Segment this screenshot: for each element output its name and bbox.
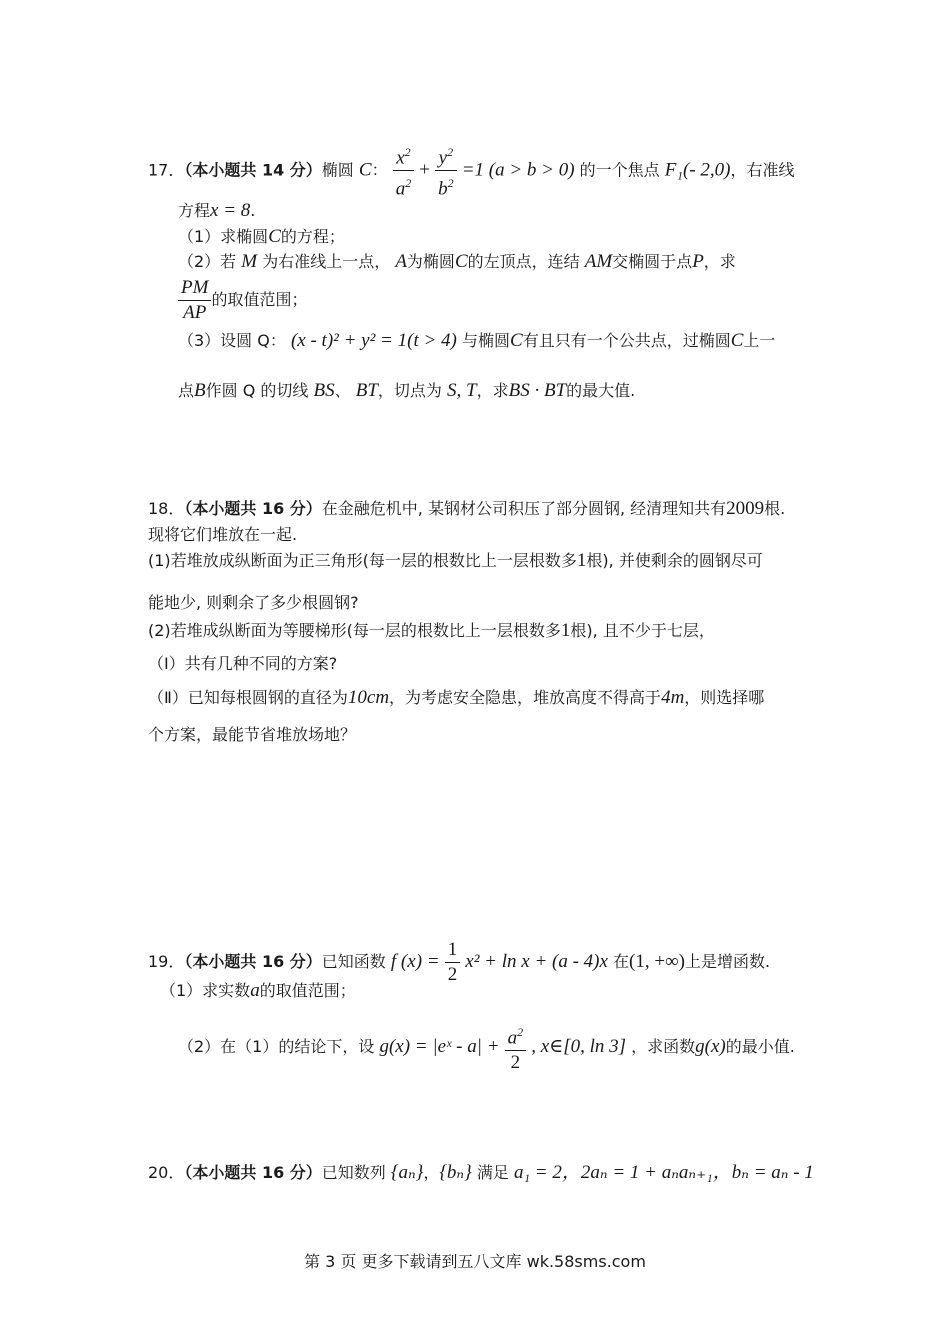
- problem-18-line-7: （Ⅱ）已知每根圆钢的直径为10cm，为考虑安全隐患，堆放高度不得高于4m，则选择哪: [148, 687, 765, 708]
- problem-18-line-8: 个方案，最能节省堆放场地？: [148, 725, 357, 744]
- problem-18-line-6: （Ⅰ）共有几种不同的方案?: [148, 654, 338, 673]
- problem-17-q3-cont: 点B作圆 Q 的切线 BS、 BT，切点为 S, T，求BS · BT的最大值.: [178, 380, 636, 401]
- problem-18-line-4: 能地少, 则剩余了多少根圆钢?: [148, 593, 359, 612]
- problem-17-line-2: 方程x = 8.: [178, 200, 256, 221]
- problem-17-line-1: 17．（本小题共 14 分）椭圆 C： $\frac{x^2}{a^2}$ + $\frac{y^2}{b^2}$ =1 (a > b > 0) 的一个焦点 F₁(- 2,0)，右准线: [148, 140, 795, 202]
- problem-19-q1: （1）求实数a的取值范围；: [160, 980, 356, 1001]
- problem-20-line-1: 20．（本小题共 16 分）已知数列 {aₙ}，{bₙ} 满足 a₁ = 2，2aₙ = 1 + aₙaₙ₊₁，bₙ = aₙ - 1: [148, 1162, 814, 1183]
- problem-19-q2: （2）在（1）的结论下，设 g(x) = |eˣ - a| + $\frac{a^2}{2}$ , x∈[0, ln 3] ，求函数g(x)的最小值.: [178, 1020, 795, 1075]
- page-footer: 第 3 页 更多下载请到五八文库 wk.58sms.com: [304, 1252, 646, 1271]
- problem-17-q2: （2）若 M 为右准线上一点， A为椭圆C的左顶点，连结 AM交椭圆于点P，求: [178, 251, 736, 272]
- problem-17-q3: （3）设圆 Q： (x - t)² + y² = 1(t > 4) 与椭圆C有且只有一个公共点，过椭圆C上一: [178, 330, 776, 351]
- problem-17-q1: （1）求椭圆C的方程；: [178, 226, 345, 247]
- problem-18-line-1: 18．（本小题共 16 分）在金融危机中, 某钢材公司积压了部分圆钢, 经清理知共有2009根.: [148, 498, 786, 519]
- problem-18-line-2: 现将它们堆放在一起.: [148, 525, 298, 544]
- problem-19-line-1: 19．（本小题共 16 分）已知函数 f (x) = $\frac{1}{2}$ x² + ln x + (a - 4)x 在(1, +∞)上是增函数.: [148, 939, 771, 985]
- problem-17-q2-fraction: $\frac{PM}{AP}$ 的取值范围；: [178, 276, 307, 325]
- problem-18-line-3: (1)若堆放成纵断面为正三角形(每一层的根数比上一层根数多1根), 并使剩余的圆钢尽可: [148, 550, 763, 571]
- problem-18-line-5: (2)若堆成纵断面为等腰梯形(每一层的根数比上一层根数多1根), 且不少于七层，: [148, 620, 715, 641]
